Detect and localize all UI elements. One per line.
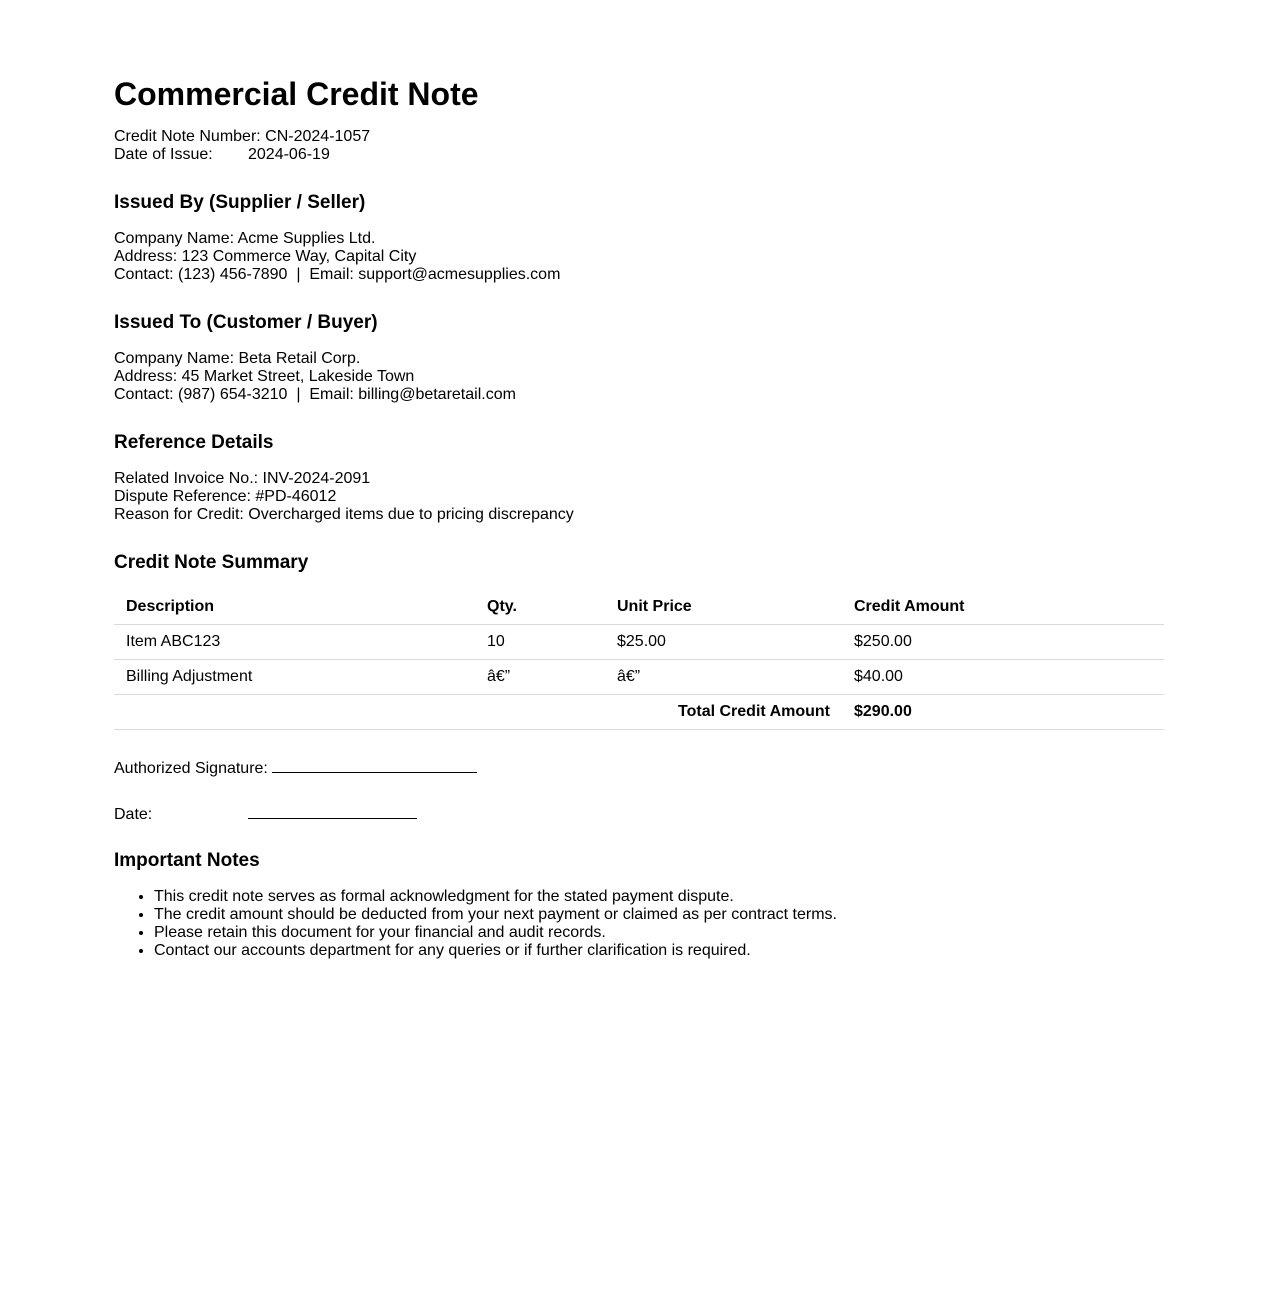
column-header-credit-amount: Credit Amount — [842, 590, 1164, 625]
reference-details — [114, 470, 574, 524]
notes-heading: Important Notes — [114, 850, 260, 871]
supplier-contact: Contact: (123) 456-7890 | Email: support@acmesupplies.com — [114, 266, 561, 283]
customer-contact: Contact: (987) 654-3210 | Email: billing@betaretail.com — [114, 386, 516, 403]
notes-list — [114, 888, 837, 960]
customer-company: Company Name: Beta Retail Corp. — [114, 350, 361, 367]
signature-blank — [272, 758, 477, 773]
authorized-signature-label: Authorized Signature: — [114, 760, 268, 777]
date-of-issue: 2024-06-19 — [248, 146, 330, 163]
related-invoice: Related Invoice No.: INV-2024-2091 — [114, 470, 371, 487]
summary-heading: Credit Note Summary — [114, 552, 309, 573]
column-header-description: Description — [114, 590, 475, 625]
list-item: • This credit note serves as formal acknowledgment for the stated payment dispute. — [154, 888, 837, 906]
row-description: Billing Adjustment — [114, 660, 475, 695]
table-header-row — [114, 590, 1164, 625]
issued-to-heading: Issued To (Customer / Buyer) — [114, 312, 378, 333]
column-header-unit-price: Unit Price — [605, 590, 842, 625]
row-unit-price: $25.00 — [605, 625, 842, 660]
list-item: • Contact our accounts department for any queries or if further clarification is required. — [154, 942, 837, 960]
supplier-company: Company Name: Acme Supplies Ltd. — [114, 230, 376, 247]
list-item: • The credit amount should be deducted from your next payment or claimed as per contract terms. — [154, 906, 837, 924]
credit-note-number: CN-2024-1057 — [265, 128, 371, 145]
row-description: Item ABC123 — [114, 625, 475, 660]
list-item: • Please retain this document for your financial and audit records. — [154, 924, 837, 942]
date-blank — [248, 804, 417, 819]
issued-by-details — [114, 230, 560, 284]
table-row — [114, 625, 1164, 660]
credit-note-meta — [114, 128, 370, 164]
dispute-reference: Dispute Reference: #PD-46012 — [114, 488, 337, 505]
column-header-qty: Qty. — [475, 590, 605, 625]
row-credit-amount: $250.00 — [842, 625, 1164, 660]
customer-address: Address: 45 Market Street, Lakeside Town — [114, 368, 415, 385]
total-row — [114, 695, 1164, 730]
table-row — [114, 660, 1164, 695]
credit-summary-table — [114, 590, 1164, 730]
total-credit-label: Total Credit Amount — [114, 695, 842, 730]
issued-by-heading: Issued By (Supplier / Seller) — [114, 192, 366, 213]
page-title: Commercial Credit Note — [114, 76, 479, 112]
authorized-signature-line — [114, 758, 477, 778]
signature-date-line — [114, 804, 417, 824]
date-of-issue-line — [114, 146, 370, 164]
date-of-issue-label: Date of Issue: — [114, 146, 213, 163]
signature-date-label: Date: — [114, 806, 153, 823]
total-credit-value: $290.00 — [842, 695, 1164, 730]
reference-heading: Reference Details — [114, 432, 274, 453]
credit-note-number-label: Credit Note Number: — [114, 128, 261, 145]
row-credit-amount: $40.00 — [842, 660, 1164, 695]
row-qty: 10 — [475, 625, 605, 660]
issued-to-details — [114, 350, 516, 404]
supplier-address: Address: 123 Commerce Way, Capital City — [114, 248, 417, 265]
row-unit-price: â€” — [605, 660, 842, 695]
credit-note-number-line — [114, 128, 370, 146]
row-qty: â€” — [475, 660, 605, 695]
credit-reason: Reason for Credit: Overcharged items due to pricing discrepancy — [114, 506, 574, 523]
